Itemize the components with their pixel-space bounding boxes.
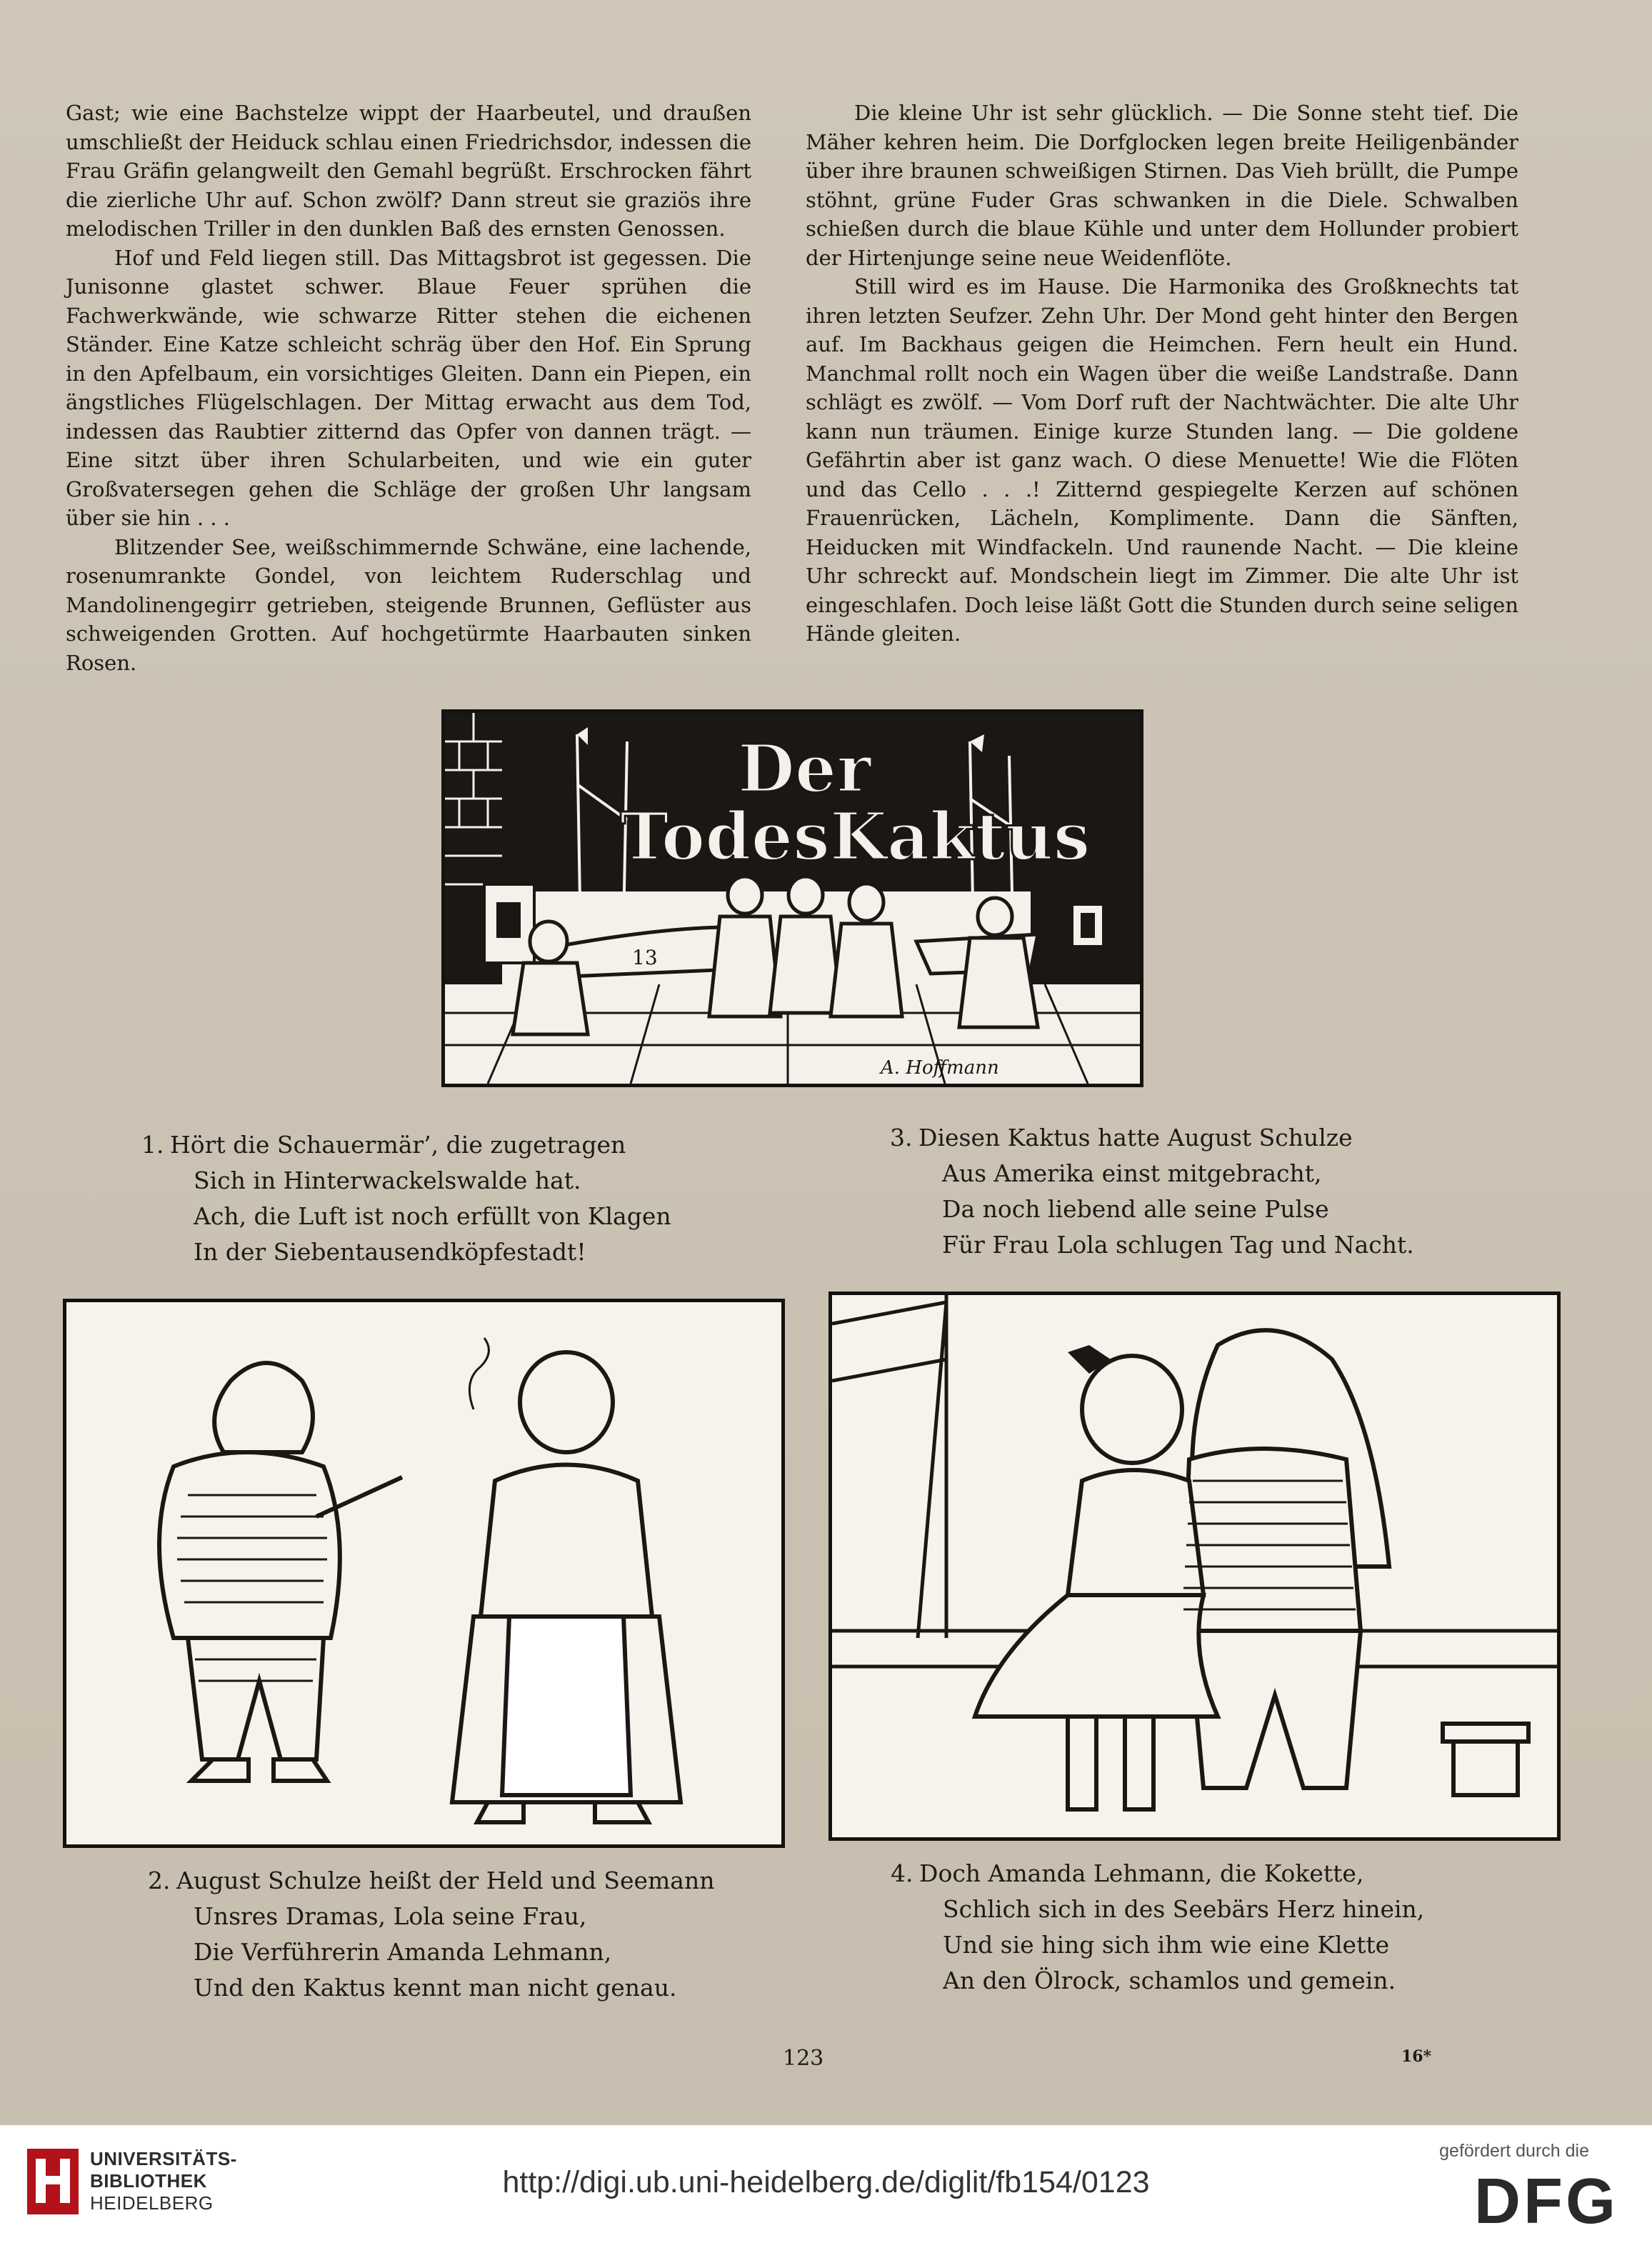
title-line-2: TodesKaktus (620, 798, 1091, 875)
illustration-panel-schulze-and-lola (63, 1299, 785, 1848)
paragraph: Die kleine Uhr ist sehr glücklich. — Die Sonne steht tief. Die Mäher kehren heim. Die Dorfglocken legen breite Heiligenbänder über ihre braunen schweißigen Stirnen. Das Vieh brüllt, die Pumpe stöhnt, grüne Fuder Gras schwanken in die Diele. Schwalben schießen durch die blaue Kühle und unter dem Hollunder probiert der Hirtenjunge seine neue Weidenflöte. (806, 101, 1518, 270)
paragraph: Still wird es im Hause. Die Harmonika des Großknechts tat ihren letzten Seufzer. Zehn Uhr. Der Mond geht hinter den Bergen auf. Im Backhaus geigen die Heimchen. Fern heult ein Hund. Manchmal rollt noch ein Wagen über die weiße Landstraße. Dann schlägt es zwölf. — Vom Dorf ruft der Nachtwächter. Die alte Uhr kann nun träumen. Einige kurze Stunden lang. — Die goldene Gefährtin aber ist ganz wach. O diese Menuette! Wie die Flöten und das Cello . . .! Zitternd gespiegelte Kerzen auf schönen Frauenrücken, Lächeln, Komplimente. Dann die Sänften, Heiducken mit Windfackeln. Und raunende Nacht. — Die kleine Uhr schreckt auf. Mondschein liegt im Zimmer. Die alte Uhr ist eingeschlafen. Doch leise läßt Gott die Stunden durch seine seligen Hände gleiten. (806, 274, 1518, 646)
digitization-footer (0, 2125, 1652, 2243)
verse-line: Die Verführerin Amanda Lehmann, (194, 1938, 612, 1966)
verse-line: In der Siebentausendköpfestadt! (194, 1238, 586, 1266)
title-line-1: Der (738, 730, 871, 807)
verse-1 (141, 1127, 671, 1270)
page-number: 123 (783, 2046, 824, 2071)
verse-line: An den Ölrock, schamlos und gemein. (943, 1967, 1396, 1994)
library-line: HEIDELBERG (90, 2192, 214, 2214)
harbor-scene-drawing (445, 713, 1140, 1084)
verse-number: 4. (891, 1859, 913, 1887)
library-line: BIBLIOTHEK (90, 2170, 207, 2192)
couple-on-quay-drawing (832, 1295, 1557, 1837)
verse-line: Sich in Hinterwackelswalde hat. (194, 1167, 581, 1194)
sponsor-label: gefördert durch die (1439, 2141, 1589, 2161)
verse-line: Aus Amerika einst mitgebracht, (942, 1159, 1322, 1187)
verse-line: Hört die Schauermär’, die zugetragen (170, 1131, 626, 1159)
artist-signature: A. Hoffmann (881, 1057, 999, 1079)
verse-line: Unsres Dramas, Lola seine Frau, (194, 1902, 587, 1930)
verse-2 (148, 1863, 715, 2006)
paragraph: Hof und Feld liegen still. Das Mittagsbrot ist gegessen. Die Junisonne glastet schwer. Blaue Feuer sprühen die Fachwerkwände, wie schwarze Ritter stehen die eichenen Ständer. Eine Katze schleicht schräg über den Hof. Ein Sprung in den Apfelbaum, ein vorsichtiges Gleiten. Dann ein Piepen, ein ängstliches Flügelschlagen. Der Mittag erwacht aus dem Tod, indessen das Raubtier zitternd das Opfer von dannen trägt. — Eine sitzt über ihren Schularbeiten, und wie ein guter Großvatersegen gehen die Schläge der großen Uhr langsam über sie hin . . . (66, 245, 751, 530)
verse-3 (890, 1120, 1414, 1263)
paragraph: Gast; wie eine Bachstelze wippt der Haarbeutel, und draußen umschließt der Heiduck schlau einen Friedrichsdor, indessen die Frau Gräfin gelangweilt den Gemahl begrüßt. Erschrocken fährt die zierliche Uhr auf. Schon zwölf? Dann streut sie graziös ihre melodischen Triller in den dunklen Baß des ernsten Genossen. (66, 101, 751, 241)
source-url[interactable]: http://digi.ub.uni-heidelberg.de/diglit/fb154/0123 (502, 2165, 1150, 2199)
sailor-and-wife-drawing (66, 1302, 781, 1844)
verse-line: Doch Amanda Lehmann, die Kokette, (919, 1859, 1364, 1887)
left-text-column (66, 99, 751, 677)
title-illustration (441, 709, 1143, 1087)
boat-number: 13 (632, 946, 658, 969)
verse-line: Schlich sich in des Seebärs Herz hinein, (943, 1895, 1425, 1923)
verse-line: Da noch liebend alle seine Pulse (942, 1195, 1329, 1223)
right-text-column (806, 99, 1518, 649)
verse-line: August Schulze heißt der Held und Seemann (176, 1867, 715, 1894)
illustration-panel-amanda-and-schulze (828, 1292, 1561, 1841)
verse-4 (891, 1856, 1425, 1999)
verse-line: Ach, die Luft ist noch erfüllt von Klagen (194, 1202, 671, 1230)
verse-number: 2. (148, 1867, 171, 1894)
verse-line: Diesen Kaktus hatte August Schulze (918, 1124, 1353, 1152)
verse-number: 1. (141, 1131, 164, 1159)
signature-mark: 16* (1401, 2047, 1432, 2066)
dfg-logo: DFG (1474, 2166, 1618, 2237)
verse-line: Und den Kaktus kennt man nicht genau. (194, 1974, 677, 2002)
paragraph: Blitzender See, weißschimmernde Schwäne, eine lachende, rosenumrankte Gondel, von leichtem Ruderschlag und Mandolinengegirr getrieben, steigende Brunnen, Geflüster aus schweigenden Grotten. Auf hochgetürmte Haarbauten sinken Rosen. (66, 534, 751, 675)
verse-line: Für Frau Lola schlugen Tag und Nacht. (942, 1231, 1414, 1259)
library-line: UNIVERSITÄTS- (90, 2148, 237, 2169)
verse-number: 3. (890, 1124, 913, 1152)
verse-line: Und sie hing sich ihm wie eine Klette (943, 1931, 1390, 1959)
